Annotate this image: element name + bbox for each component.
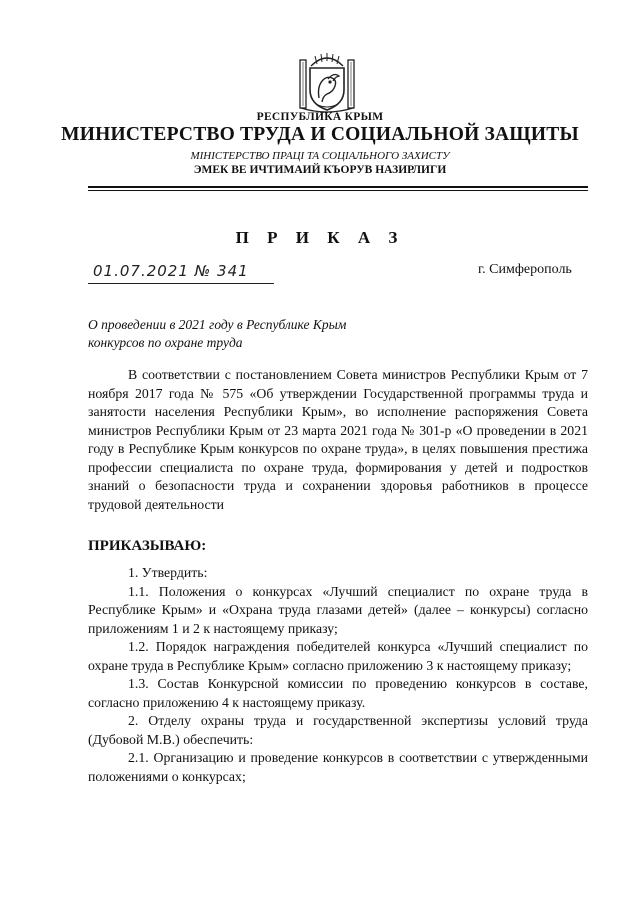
ministry-title: МИНИСТЕРСТВО ТРУДА И СОЦИАЛЬНОЙ ЗАЩИТЫ <box>61 124 579 145</box>
topic-line: конкурсов по охране труда <box>88 335 243 350</box>
preamble-paragraph: В соответствии с постановлением Совета министров Республики Крым от 7 ноября 2017 года № 575 «Об утверждении Государственной программы труда и занятости населения Республики Крым», во исполнение распоряжения Совета министров Республики Крым от 23 марта 2021 года № 301-р «О проведении в 2021 году в Республике Крым конкурсов по охране труда», в целях повышения престижа профессии специалиста по охране труда, формирования у детей и подростков знаний о безопасности труда и сохранении здоровья работников в процессе трудовой деятельности <box>88 367 588 512</box>
order-item: 1. Утвердить: <box>128 565 208 580</box>
crimea-coat-of-arms-icon <box>297 52 357 114</box>
header-divider-thin <box>88 190 588 191</box>
order-item: 1.1. Положения о конкурсах «Лучший специалист по охране труда в Республике Крым» и «Охрана труда глазами детей» (далее – конкурсы) согласно приложениям 1 и 2 к настоящему приказу; <box>88 583 588 636</box>
header-divider-thick <box>88 186 588 188</box>
order-item: 2. Отделу охраны труда и государственной экспертизы условий труда (Дубовой М.В.) обеспечить: <box>88 713 588 747</box>
order-item: 1.3. Состав Конкурсной комиссии по проведению конкурсов в составе, согласно приложению 4 к настоящему приказу. <box>88 676 588 710</box>
republic-label: РЕСПУБЛИКА КРЫМ <box>256 111 384 123</box>
order-item: 2.1. Организацию и проведение конкурсов в соответствии с утвержденными положениями о конкурсах; <box>88 750 588 784</box>
date-underline <box>88 283 274 284</box>
order-topic <box>88 316 346 352</box>
order-items <box>88 564 588 786</box>
order-item: 1.2. Порядок награждения победителей конкурса «Лучший специалист по охране труда в Республике Крым» согласно приложению 3 к настоящему приказу; <box>88 639 588 673</box>
topic-line: О проведении в 2021 году в Республике Крым <box>88 317 347 332</box>
date-number-handwritten: 01.07.2021 № 341 <box>93 262 249 280</box>
ministry-title-ua: МІНІСТЕРСТВО ПРАЦІ ТА СОЦІАЛЬНОГО ЗАХИСТУ <box>190 150 450 162</box>
city-label: г. Симферополь <box>478 262 572 277</box>
document-type: П Р И К А З <box>235 228 405 247</box>
ministry-title-ct: ЭМЕК ВЕ ИЧТИМАИЙ КЪОРУВ НАЗИРЛИГИ <box>193 164 447 176</box>
order-heading: ПРИКАЗЫВАЮ: <box>88 538 207 554</box>
